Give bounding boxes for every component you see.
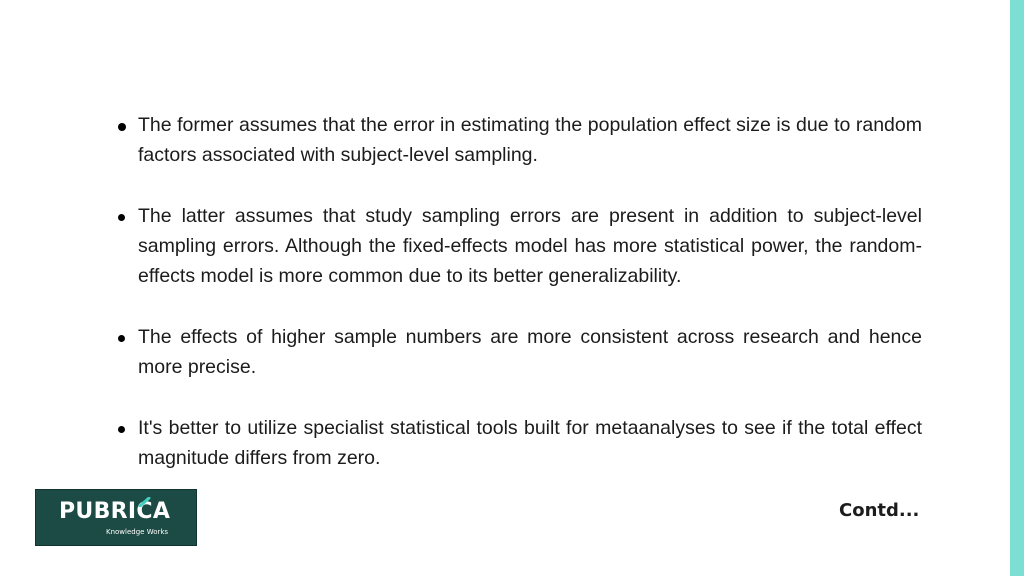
logo-wordmark: PUBRICA — [59, 499, 171, 524]
continued-label: Contd... — [839, 500, 920, 521]
bullet-dot-icon — [118, 214, 125, 221]
bullet-dot-icon — [118, 335, 125, 342]
bullet-item — [118, 413, 922, 473]
bullet-text: The effects of higher sample numbers are more consistent across research and hence more precise. — [138, 326, 922, 378]
bullet-text: The latter assumes that study sampling errors are present in addition to subject-level sampling errors. Although the fixed-effects model has more statistical power, the random-effects model is more common due to its better generalizability. — [138, 205, 922, 287]
bullet-item — [118, 322, 922, 382]
bullet-item — [118, 110, 922, 170]
bullet-item — [118, 201, 922, 291]
bullet-text: It's better to utilize specialist statistical tools built for metaanalyses to see if the total effect magnitude differs from zero. — [138, 417, 922, 469]
bullet-text: The former assumes that the error in estimating the population effect size is due to random factors associated with subject-level sampling. — [138, 114, 922, 166]
logo-accent-icon — [138, 497, 152, 507]
bullet-dot-icon — [118, 426, 125, 433]
bullet-dot-icon — [118, 123, 126, 131]
accent-strip — [1010, 0, 1024, 576]
logo-tagline: Knowledge Works — [106, 528, 169, 536]
bullet-list — [118, 110, 922, 504]
pubrica-logo — [35, 489, 197, 546]
